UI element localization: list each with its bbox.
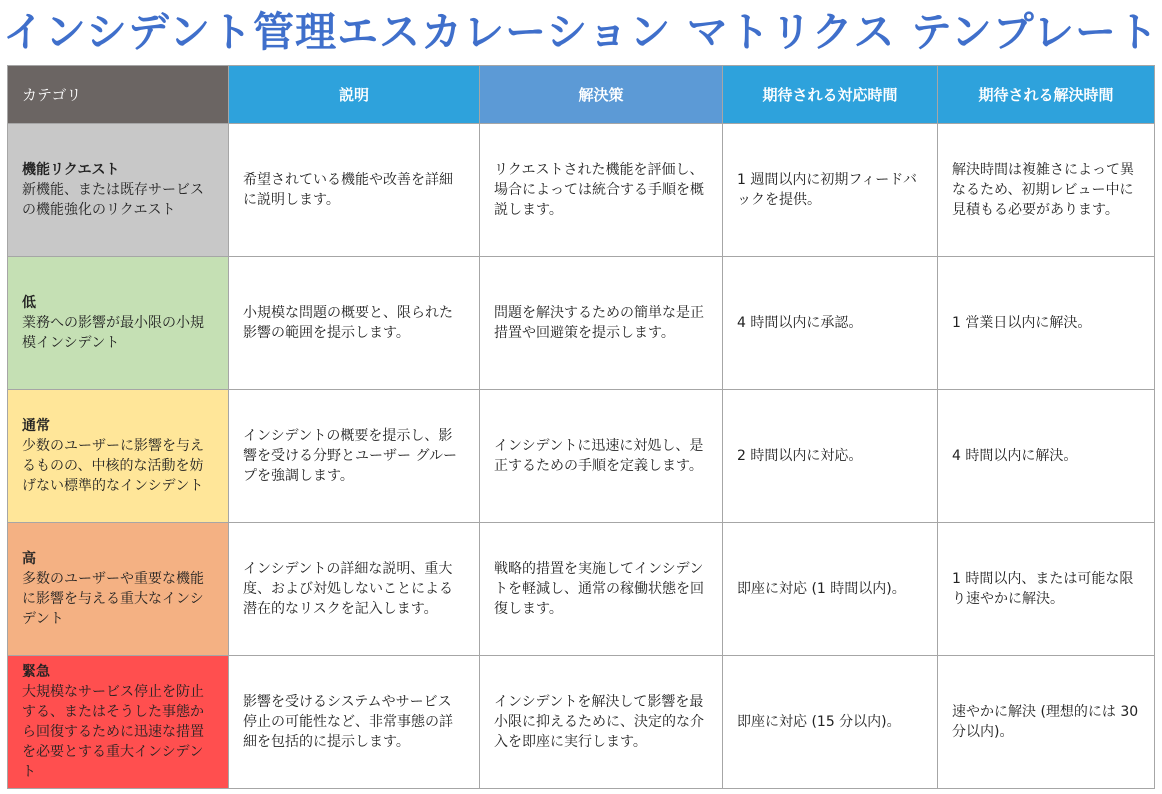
category-name: 通常: [22, 418, 50, 434]
category-name: 機能リクエスト: [22, 162, 120, 178]
header-description: 説明: [229, 66, 480, 124]
resolution-cell: 戦略的措置を実施してインシデントを軽減し、通常の稼働状態を回復します。: [480, 523, 723, 656]
table-row-high: [8, 523, 1155, 656]
response-time-cell: 即座に対応 (1 時間以内)。: [723, 523, 938, 656]
description-cell: インシデントの概要を提示し、影響を受ける分野とユーザー グループを強調します。: [229, 390, 480, 523]
header-category: カテゴリ: [8, 66, 229, 124]
escalation-matrix-table: [7, 65, 1155, 789]
table-row-low: [8, 257, 1155, 390]
table-row-normal: [8, 390, 1155, 523]
description-cell: 小規模な問題の概要と、限られた影響の範囲を提示します。: [229, 257, 480, 390]
description-cell: 希望されている機能や改善を詳細に説明します。: [229, 124, 480, 257]
description-cell: インシデントの詳細な説明、重大度、および対処しないことによる潜在的なリスクを記入します。: [229, 523, 480, 656]
resolution-time-cell: 速やかに解決 (理想的には 30 分以内)。: [938, 656, 1155, 789]
category-cell: [8, 390, 229, 523]
header-resolution-time: 期待される解決時間: [938, 66, 1155, 124]
response-time-cell: 1 週間以内に初期フィードバックを提供。: [723, 124, 938, 257]
category-description: 新機能、または既存サービスの機能強化のリクエスト: [22, 182, 204, 218]
category-name: 高: [22, 551, 36, 567]
resolution-time-cell: 1 時間以内、または可能な限り速やかに解決。: [938, 523, 1155, 656]
category-cell: [8, 257, 229, 390]
resolution-time-cell: 1 営業日以内に解決。: [938, 257, 1155, 390]
resolution-cell: 問題を解決するための簡単な是正措置や回避策を提示します。: [480, 257, 723, 390]
table-header-row: [8, 66, 1155, 124]
resolution-time-cell: 解決時間は複雑さによって異なるため、初期レビュー中に見積もる必要があります。: [938, 124, 1155, 257]
table-row-feature-request: [8, 124, 1155, 257]
resolution-time-cell: 4 時間以内に解決。: [938, 390, 1155, 523]
resolution-cell: インシデントを解決して影響を最小限に抑えるために、決定的な介入を即座に実行します。: [480, 656, 723, 789]
resolution-cell: インシデントに迅速に対処し、是正するための手順を定義します。: [480, 390, 723, 523]
response-time-cell: 2 時間以内に対応。: [723, 390, 938, 523]
category-name: 緊急: [22, 664, 50, 680]
category-name: 低: [22, 295, 36, 311]
description-cell: 影響を受けるシステムやサービス停止の可能性など、非常事態の詳細を包括的に提示します。: [229, 656, 480, 789]
category-cell: [8, 124, 229, 257]
header-response-time: 期待される対応時間: [723, 66, 938, 124]
response-time-cell: 4 時間以内に承認。: [723, 257, 938, 390]
category-description: 大規模なサービス停止を防止する、またはそうした事態から回復するために迅速な措置を必要とする重大インシデント: [22, 684, 204, 780]
category-description: 業務への影響が最小限の小規模インシデント: [22, 315, 204, 351]
category-description: 多数のユーザーや重要な機能に影響を与える重大なインシデント: [22, 571, 204, 627]
table-row-urgent: [8, 656, 1155, 789]
page-title: インシデント管理エスカレーション マトリクス テンプレート: [2, 8, 1160, 56]
response-time-cell: 即座に対応 (15 分以内)。: [723, 656, 938, 789]
resolution-cell: リクエストされた機能を評価し、場合によっては統合する手順を概説します。: [480, 124, 723, 257]
category-description: 少数のユーザーに影響を与えるものの、中核的な活動を妨げない標準的なインシデント: [22, 438, 204, 494]
header-resolution: 解決策: [480, 66, 723, 124]
category-cell: [8, 656, 229, 789]
category-cell: [8, 523, 229, 656]
